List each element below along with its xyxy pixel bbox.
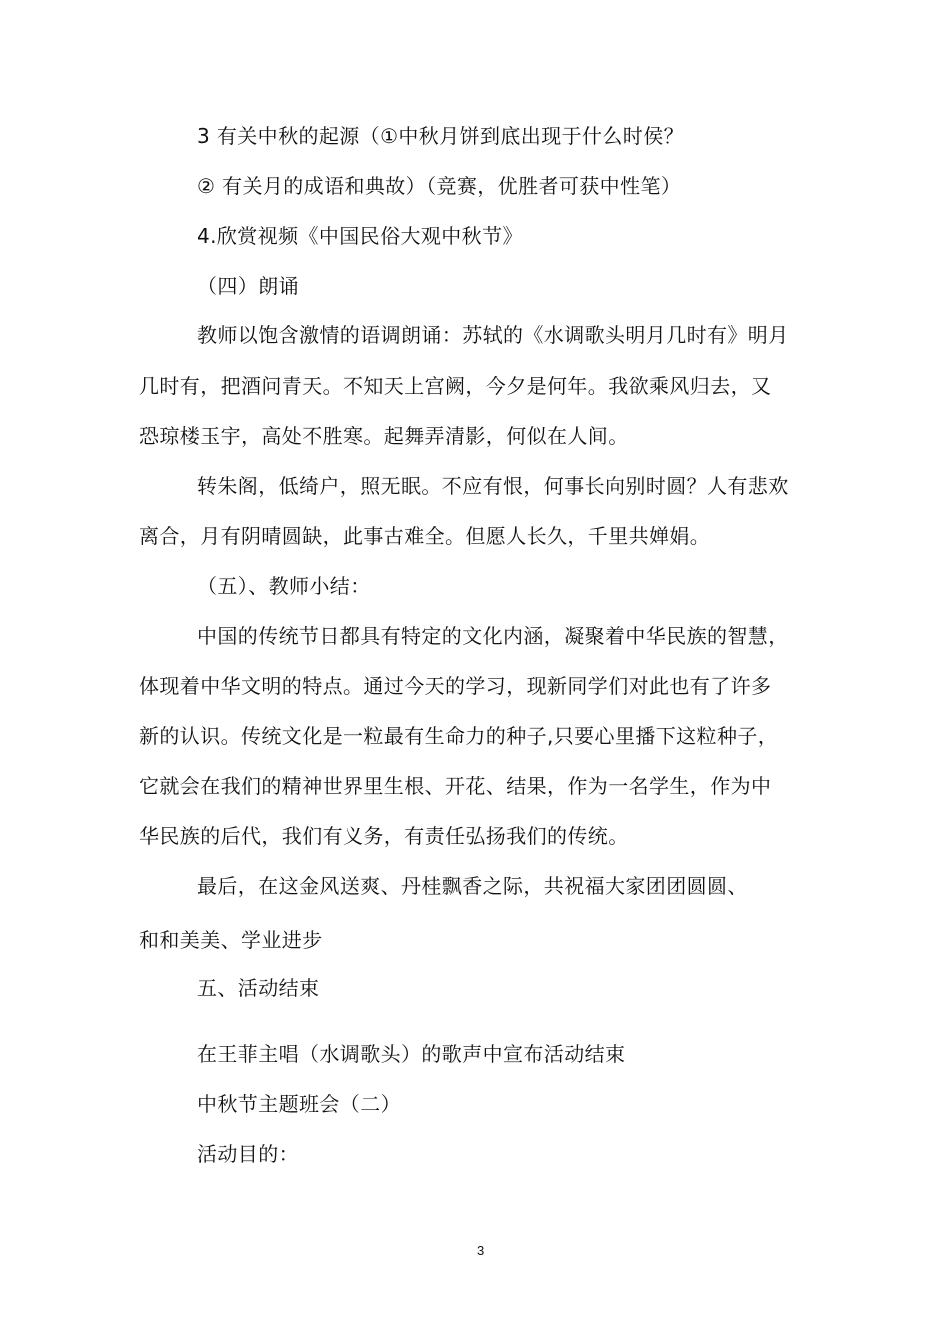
text-line: 教师以饱含激情的语调朗诵：苏轼的《水调歌头明月几时有》明月 [197, 323, 789, 347]
section-heading: 中秋节主题班会（二） [197, 1092, 401, 1116]
text-line: 离合，月有阴晴圆缺，此事古难全。但愿人长久，千里共婵娟。 [139, 524, 711, 548]
text-line: 活动目的： [197, 1142, 299, 1166]
text-line: 几时有，把酒问青天。不知天上宫阙，今夕是何年。我欲乘风归去，又 [139, 374, 772, 398]
text-line: 4.欣赏视频《中国民俗大观中秋节》 [197, 224, 523, 248]
section-heading: （四）朗诵 [197, 274, 299, 298]
text-line: 体现着中华文明的特点。通过今天的学习，现新同学们对此也有了许多 [139, 674, 772, 698]
text-line: 恐琼楼玉宇，高处不胜寒。起舞弄清影，何似在人间。 [139, 424, 629, 448]
text-line: 和和美美、学业进步 [139, 928, 323, 952]
text-line: 转朱阁，低绮户，照无眠。不应有恨，何事长向别时圆？人有悲欢 [197, 474, 789, 498]
text-line: ② 有关月的成语和典故）（竞赛，优胜者可获中性笔） [197, 174, 682, 198]
section-heading: 五、活动结束 [197, 976, 320, 1000]
text-line: 新的认识。传统文化是一粒最有生命力的种子,只要心里播下这粒种子， [139, 724, 779, 748]
text-line: 3 有关中秋的起源（①中秋月饼到底出现于什么时侯？ [197, 124, 685, 148]
section-heading: （五）、教师小结： [197, 574, 371, 598]
text-line: 在王菲主唱（水调歌头）的歌声中宣布活动结束 [197, 1042, 626, 1066]
text-line: 最后，在这金风送爽、丹桂飘香之际，共祝福大家团团圆圆、 [197, 874, 748, 898]
text-line: 中国的传统节日都具有特定的文化内涵，凝聚着中华民族的智慧， [197, 624, 789, 648]
page-number: 3 [477, 1243, 485, 1258]
text-line: 它就会在我们的精神世界里生根、开花、结果，作为一名学生，作为中 [139, 774, 772, 798]
text-line: 华民族的后代，我们有义务，有责任弘扬我们的传统。 [139, 824, 629, 848]
